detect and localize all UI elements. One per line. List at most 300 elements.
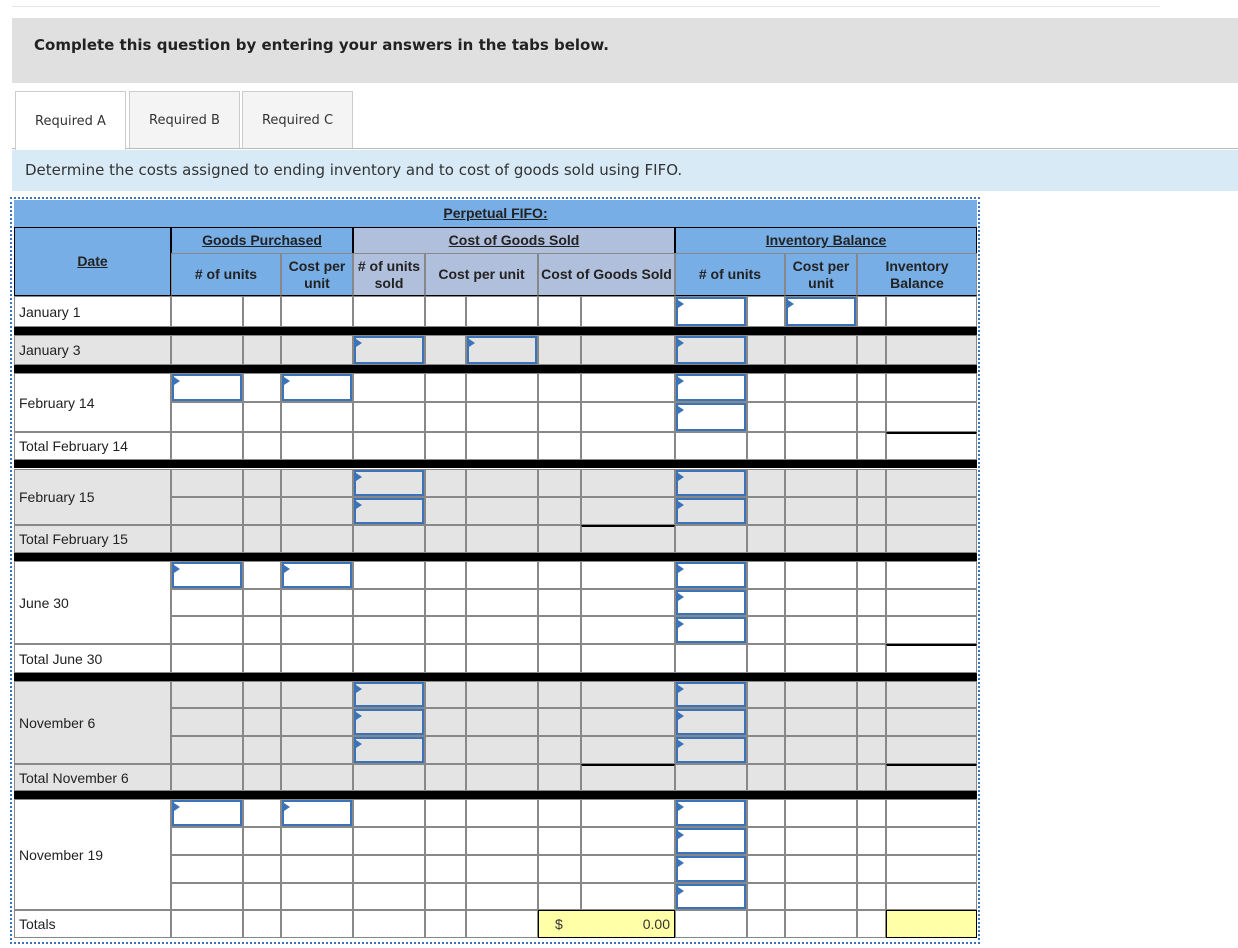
cell-cogs-total [581,799,675,827]
cell-gp-cost [281,589,353,616]
subheader-ib-balance: Inventory Balance [857,253,977,296]
cell-cogs-units [353,883,425,910]
cell-gp-units [171,855,243,883]
total-cell-ib-units [675,644,747,673]
cell-ib-spacer [747,561,785,589]
cell-ib-spacer [747,799,785,827]
cell-gp-spacer [243,708,281,736]
cell-cogs-currency [538,883,581,910]
cell-cogs-currency [538,799,581,827]
cell-cogs-currency [538,296,581,327]
input-cogs-units[interactable] [354,709,424,735]
currency-symbol: $ [555,916,563,932]
cell-ib-cost [785,469,857,497]
cell-gp-units [171,402,243,432]
cell-cogs-total [581,855,675,883]
cell-cogs-cost [466,402,538,432]
cell-gp-cost [281,855,353,883]
cell-ib-currency [857,402,886,432]
cell-cogs-units [353,616,425,644]
cell-gp-units [171,883,243,910]
date-header: Date [14,227,171,296]
input-ib-units[interactable] [676,737,746,763]
input-ib-units[interactable] [676,297,746,326]
cell-gp-units [171,335,243,365]
cell-ib-currency [857,561,886,589]
cell-ib-cost [785,335,857,365]
cell-cogs-spacer [425,296,466,327]
date-label: February 14 [14,373,171,432]
cell-gp-units [171,616,243,644]
cell-gp-spacer [243,497,281,525]
total-cell-cogs-currency [538,644,581,673]
cell-cogs-total [581,469,675,497]
cell-cogs-spacer [425,855,466,883]
section-divider [14,673,977,681]
cell-ib-currency [857,296,886,327]
cell-cogs-spacer [425,708,466,736]
cell-ib-cost [785,855,857,883]
cell-cogs-currency [538,827,581,855]
total-cell-cogs-units [353,764,425,791]
input-gp-units[interactable] [172,562,242,588]
totals-cell-ib-spacer [747,910,785,938]
cell-gp-spacer [243,373,281,402]
total-cogs [538,910,675,938]
total-cell-gp-cost [281,764,353,791]
input-cogs-units[interactable] [354,498,424,524]
total-cell-ib-balance [886,432,977,460]
cell-gp-cost [281,681,353,708]
input-ib-units[interactable] [676,682,746,707]
cell-cogs-cost [466,681,538,708]
cell-ib-spacer [747,402,785,432]
total-cell-gp-cost [281,432,353,460]
input-ib-units[interactable] [676,828,746,854]
cell-cogs-currency [538,335,581,365]
totals-cell-cogs-spacer [425,910,466,938]
cell-cogs-spacer [425,469,466,497]
total-inventory-balance [886,910,977,938]
section-divider [14,791,977,799]
total-cell-cogs-total [581,525,675,553]
subheader-cogs-cost: Cost per unit [425,253,538,296]
cell-ib-cost [785,883,857,910]
cell-cogs-total [581,497,675,525]
total-cell-gp-spacer [243,525,281,553]
cell-ib-currency [857,736,886,764]
cell-cogs-currency [538,373,581,402]
cell-ib-cost [785,799,857,827]
tab-required-b[interactable]: Required B [129,91,240,149]
total-cell-cogs-units [353,525,425,553]
cell-cogs-spacer [425,497,466,525]
cell-cogs-total [581,373,675,402]
section-divider [14,327,977,335]
subheader-gp-cost: Cost per unit [281,253,353,296]
total-cell-ib-currency [857,432,886,460]
input-gp-cost[interactable] [282,374,352,401]
cell-ib-cost [785,681,857,708]
cell-gp-spacer [243,402,281,432]
cell-cogs-cost [466,469,538,497]
cell-gp-spacer [243,616,281,644]
cell-cogs-total [581,616,675,644]
cell-cogs-spacer [425,736,466,764]
cell-cogs-cost [466,589,538,616]
cell-cogs-cost [466,708,538,736]
total-cell-ib-balance [886,525,977,553]
total-cell-cogs-units [353,644,425,673]
totals-cell-ib-currency [857,910,886,938]
cell-ib-balance [886,497,977,525]
cell-cogs-total [581,335,675,365]
cell-cogs-currency [538,681,581,708]
cell-ib-spacer [747,681,785,708]
cell-cogs-total [581,296,675,327]
cell-cogs-spacer [425,335,466,365]
cell-cogs-cost [466,736,538,764]
cell-ib-currency [857,589,886,616]
cell-cogs-units [353,373,425,402]
cell-ib-balance [886,589,977,616]
date-label: June 30 [14,561,171,644]
totals-label: Totals [14,910,171,938]
cell-gp-cost [281,469,353,497]
cell-ib-cost [785,827,857,855]
cell-gp-spacer [243,561,281,589]
input-ib-cost[interactable] [786,297,856,326]
totals-cell-ib-cost [785,910,857,938]
input-ib-units[interactable] [676,884,746,909]
cell-ib-currency [857,883,886,910]
cell-gp-units [171,296,243,327]
cell-ib-balance [886,402,977,432]
cell-gp-spacer [243,681,281,708]
total-cell-ib-spacer [747,432,785,460]
input-cogs-units[interactable] [354,737,424,763]
totals-cell-gp-cost [281,910,353,938]
cell-gp-units [171,497,243,525]
cell-cogs-currency [538,736,581,764]
totals-cell-cogs-cost [466,910,538,938]
input-cogs-units[interactable] [354,336,424,364]
cell-ib-cost [785,561,857,589]
input-gp-units[interactable] [172,374,242,401]
cell-cogs-total [581,589,675,616]
input-ib-units[interactable] [676,470,746,496]
input-ib-units[interactable] [676,403,746,431]
cell-ib-balance [886,681,977,708]
cell-gp-units [171,589,243,616]
cell-cogs-cost [466,855,538,883]
cell-cogs-cost [466,497,538,525]
cell-ib-spacer [747,589,785,616]
cell-ib-spacer [747,708,785,736]
cell-ib-balance [886,799,977,827]
total-cell-ib-cost [785,432,857,460]
total-cell-cogs-currency [538,525,581,553]
cell-gp-spacer [243,827,281,855]
cell-ib-balance [886,708,977,736]
input-gp-cost[interactable] [282,800,352,826]
date-label: February 15 [14,469,171,525]
cell-ib-spacer [747,296,785,327]
cell-gp-spacer [243,883,281,910]
total-cell-gp-spacer [243,644,281,673]
cell-cogs-cost [466,616,538,644]
input-ib-units[interactable] [676,336,746,364]
total-cell-gp-units [171,525,243,553]
cell-cogs-units [353,561,425,589]
total-label: Total June 30 [14,644,171,673]
cell-ib-spacer [747,855,785,883]
totals-cell-ib-units [675,910,747,938]
input-ib-units[interactable] [676,856,746,882]
date-label: November 19 [14,799,171,910]
total-cell-gp-cost [281,644,353,673]
cell-ib-currency [857,708,886,736]
input-ib-units[interactable] [676,709,746,735]
total-label: Total November 6 [14,764,171,791]
subheader-cogs-total: Cost of Goods Sold [538,253,675,296]
cell-gp-units [171,681,243,708]
cell-ib-cost [785,616,857,644]
total-cell-ib-spacer [747,764,785,791]
section-divider [14,460,977,468]
cell-ib-currency [857,335,886,365]
cell-ib-cost [785,373,857,402]
total-label: Total February 15 [14,525,171,553]
table-title: Perpetual FIFO: [14,200,977,227]
total-cell-gp-units [171,432,243,460]
subheader-cogs-units: # of units sold [353,253,425,296]
input-ib-units[interactable] [676,590,746,615]
cell-ib-cost [785,402,857,432]
cell-gp-units [171,827,243,855]
cell-gp-cost [281,497,353,525]
cell-gp-cost [281,708,353,736]
cell-cogs-cost [466,827,538,855]
cell-ib-spacer [747,883,785,910]
total-cell-gp-units [171,764,243,791]
date-label: January 1 [14,296,171,327]
input-ib-units[interactable] [676,374,746,401]
cell-ib-currency [857,799,886,827]
cell-cogs-total [581,402,675,432]
cell-ib-balance [886,736,977,764]
cell-cogs-units [353,799,425,827]
total-cell-ib-balance [886,644,977,673]
input-ib-units[interactable] [676,800,746,826]
cell-cogs-cost [466,799,538,827]
input-ib-units[interactable] [676,498,746,524]
cell-ib-cost [785,736,857,764]
cell-cogs-total [581,883,675,910]
total-cell-ib-currency [857,764,886,791]
total-cell-ib-cost [785,644,857,673]
totals-cell-gp-units [171,910,243,938]
total-cell-cogs-units [353,432,425,460]
cell-cogs-cost [466,296,538,327]
cell-gp-cost [281,402,353,432]
subheader-ib-units: # of units [675,253,785,296]
cell-gp-units [171,736,243,764]
cell-ib-currency [857,827,886,855]
total-cell-cogs-spacer [425,764,466,791]
cell-cogs-currency [538,561,581,589]
total-cell-cogs-cost [466,644,538,673]
total-cell-cogs-cost [466,764,538,791]
cell-cogs-units [353,402,425,432]
cell-cogs-currency [538,708,581,736]
cell-ib-spacer [747,616,785,644]
cell-cogs-spacer [425,402,466,432]
cell-cogs-spacer [425,561,466,589]
cell-gp-spacer [243,296,281,327]
total-cell-cogs-total [581,432,675,460]
total-label: Total February 14 [14,432,171,460]
cell-cogs-units [353,589,425,616]
cell-ib-balance [886,561,977,589]
cell-gp-spacer [243,335,281,365]
cell-gp-spacer [243,855,281,883]
totals-cell-gp-spacer [243,910,281,938]
total-cell-gp-cost [281,525,353,553]
cell-gp-spacer [243,589,281,616]
subheader-gp-units: # of units [171,253,281,296]
total-cell-ib-cost [785,764,857,791]
cell-ib-spacer [747,373,785,402]
instruction-text: Determine the costs assigned to ending inventory and to cost of goods sold using FIFO. [12,150,1238,191]
cell-cogs-total [581,681,675,708]
tab-divider [12,148,1238,149]
cell-ib-balance [886,855,977,883]
cell-gp-cost [281,335,353,365]
cell-gp-units [171,469,243,497]
cell-ib-currency [857,616,886,644]
total-cell-cogs-spacer [425,525,466,553]
total-cell-cogs-cost [466,432,538,460]
cell-ib-spacer [747,827,785,855]
input-cogs-units[interactable] [354,470,424,496]
cell-cogs-currency [538,855,581,883]
cell-cogs-units [353,855,425,883]
cogs-header: Cost of Goods Sold [353,227,675,254]
cell-cogs-total [581,708,675,736]
total-cell-ib-balance [886,764,977,791]
input-gp-units[interactable] [172,800,242,826]
cell-ib-spacer [747,469,785,497]
cell-ib-balance [886,335,977,365]
total-cell-ib-currency [857,525,886,553]
cell-cogs-total [581,827,675,855]
cell-cogs-currency [538,402,581,432]
totals-cell-cogs-units [353,910,425,938]
cell-ib-balance [886,373,977,402]
cell-gp-cost [281,296,353,327]
cell-cogs-units [353,827,425,855]
input-cogs-cost[interactable] [467,336,537,364]
total-cell-cogs-cost [466,525,538,553]
cell-ib-cost [785,497,857,525]
cell-cogs-cost [466,561,538,589]
cell-ib-balance [886,883,977,910]
cell-cogs-spacer [425,799,466,827]
total-cell-cogs-spacer [425,432,466,460]
cell-gp-units [171,708,243,736]
input-cogs-units[interactable] [354,682,424,707]
cell-gp-cost [281,616,353,644]
cell-gp-spacer [243,469,281,497]
input-ib-units[interactable] [676,617,746,643]
cell-cogs-units [353,296,425,327]
total-cell-cogs-spacer [425,644,466,673]
cell-ib-currency [857,681,886,708]
cell-cogs-cost [466,373,538,402]
total-cell-cogs-currency [538,764,581,791]
input-ib-units[interactable] [676,562,746,588]
cell-gp-cost [281,883,353,910]
cell-cogs-spacer [425,883,466,910]
input-gp-cost[interactable] [282,562,352,588]
total-cell-gp-spacer [243,432,281,460]
cell-ib-balance [886,296,977,327]
total-cell-ib-units [675,525,747,553]
cell-ib-balance [886,469,977,497]
goods-purchased-header: Goods Purchased [171,227,353,254]
cell-cogs-cost [466,883,538,910]
total-cell-gp-spacer [243,764,281,791]
cell-cogs-spacer [425,373,466,402]
cell-ib-cost [785,589,857,616]
cell-cogs-currency [538,469,581,497]
cell-gp-spacer [243,736,281,764]
cell-ib-currency [857,469,886,497]
subheader-ib-cost: Cost per unit [785,253,857,296]
cell-cogs-currency [538,497,581,525]
cell-ib-spacer [747,335,785,365]
date-label: November 6 [14,681,171,764]
cell-ib-balance [886,827,977,855]
cell-cogs-spacer [425,616,466,644]
date-label: January 3 [14,335,171,365]
cell-ib-currency [857,497,886,525]
total-cell-cogs-total [581,764,675,791]
cell-cogs-total [581,561,675,589]
cell-cogs-spacer [425,589,466,616]
cell-cogs-total [581,736,675,764]
tab-required-a[interactable]: Required A [15,91,126,150]
cell-cogs-spacer [425,827,466,855]
total-cell-ib-cost [785,525,857,553]
cell-ib-spacer [747,497,785,525]
cell-ib-spacer [747,736,785,764]
cell-ib-balance [886,616,977,644]
tab-required-c[interactable]: Required C [242,91,353,149]
total-cell-cogs-currency [538,432,581,460]
cell-cogs-spacer [425,681,466,708]
cell-cogs-currency [538,589,581,616]
total-cell-ib-units [675,432,747,460]
cell-gp-spacer [243,799,281,827]
cell-ib-currency [857,855,886,883]
section-divider [14,365,977,373]
total-cell-gp-units [171,644,243,673]
question-banner: Complete this question by entering your answers in the tabs below. [12,18,1238,83]
cell-ib-currency [857,373,886,402]
cell-ib-cost [785,708,857,736]
